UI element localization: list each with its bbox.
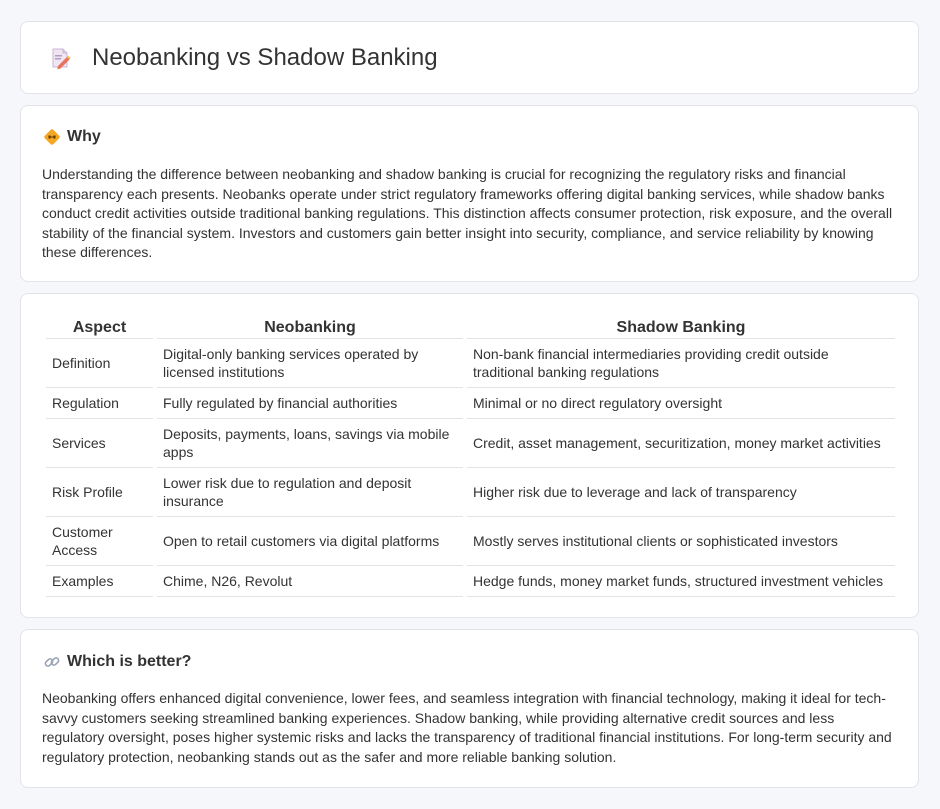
cell-shadow: Minimal or no direct regulatory oversight	[467, 388, 895, 419]
table-row	[46, 517, 895, 566]
cell-shadow: Higher risk due to leverage and lack of transparency	[467, 468, 895, 517]
why-section	[20, 105, 919, 282]
cell-shadow: Non-bank financial intermediaries providing credit outside traditional banking regulations	[467, 339, 895, 388]
why-heading: Why	[67, 128, 101, 145]
cell-neobanking: Lower risk due to regulation and deposit insurance	[157, 468, 463, 517]
page-title: Neobanking vs Shadow Banking	[92, 44, 438, 71]
diamond-sign-icon	[43, 128, 61, 146]
better-body: Neobanking offers enhanced digital convenience, lower fees, and seamless integration with financial technology, making it ideal for tech-savvy customers seeking streamlined banking experiences. Shadow banking, while providing alternative credit sources and less regulatory oversight, poses higher systemic risks and lacks the transparency of traditional financial institutions. For long-term security and regulatory protection, neobanking stands out as the safer and more reliable banking solution.	[42, 690, 892, 765]
cell-aspect: Customer Access	[46, 517, 153, 566]
cell-aspect: Regulation	[46, 388, 153, 419]
comparison-section	[20, 293, 919, 618]
table-row	[46, 566, 895, 597]
cell-neobanking: Deposits, payments, loans, savings via mobile apps	[157, 419, 463, 468]
cell-aspect: Examples	[46, 566, 153, 597]
comparison-table	[42, 315, 899, 597]
cell-neobanking: Chime, N26, Revolut	[157, 566, 463, 597]
cell-aspect: Services	[46, 419, 153, 468]
table-row	[46, 419, 895, 468]
better-heading: Which is better?	[67, 653, 192, 670]
cell-aspect: Risk Profile	[46, 468, 153, 517]
cell-neobanking: Digital-only banking services operated by licensed institutions	[157, 339, 463, 388]
which-better-section	[20, 629, 919, 788]
header-shadow-banking: Shadow Banking	[467, 315, 895, 339]
cell-aspect: Definition	[46, 339, 153, 388]
cell-neobanking: Fully regulated by financial authorities	[157, 388, 463, 419]
table-row	[46, 388, 895, 419]
link-icon	[43, 653, 61, 671]
document-edit-icon	[48, 46, 72, 70]
table-header-row	[46, 315, 895, 339]
header-card	[20, 21, 919, 94]
cell-shadow: Credit, asset management, securitization, money market activities	[467, 419, 895, 468]
why-body: Understanding the difference between neobanking and shadow banking is crucial for recognizing the regulatory risks and financial transparency each presents. Neobanks operate under strict regulatory frameworks offering digital banking services, while shadow banks conduct credit activities outside traditional banking regulations. This distinction affects consumer protection, risk exposure, and the overall stability of the financial system. Investors and customers gain better insight into security, compliance, and service reliability by knowing these differences.	[42, 166, 893, 261]
cell-shadow: Hedge funds, money market funds, structured investment vehicles	[467, 566, 895, 597]
cell-shadow: Mostly serves institutional clients or sophisticated investors	[467, 517, 895, 566]
table-row	[46, 339, 895, 388]
better-heading-row	[43, 652, 191, 672]
why-heading-row	[43, 127, 101, 147]
header-neobanking: Neobanking	[157, 315, 463, 339]
table-row	[46, 468, 895, 517]
cell-neobanking: Open to retail customers via digital platforms	[157, 517, 463, 566]
header-aspect: Aspect	[46, 315, 153, 339]
